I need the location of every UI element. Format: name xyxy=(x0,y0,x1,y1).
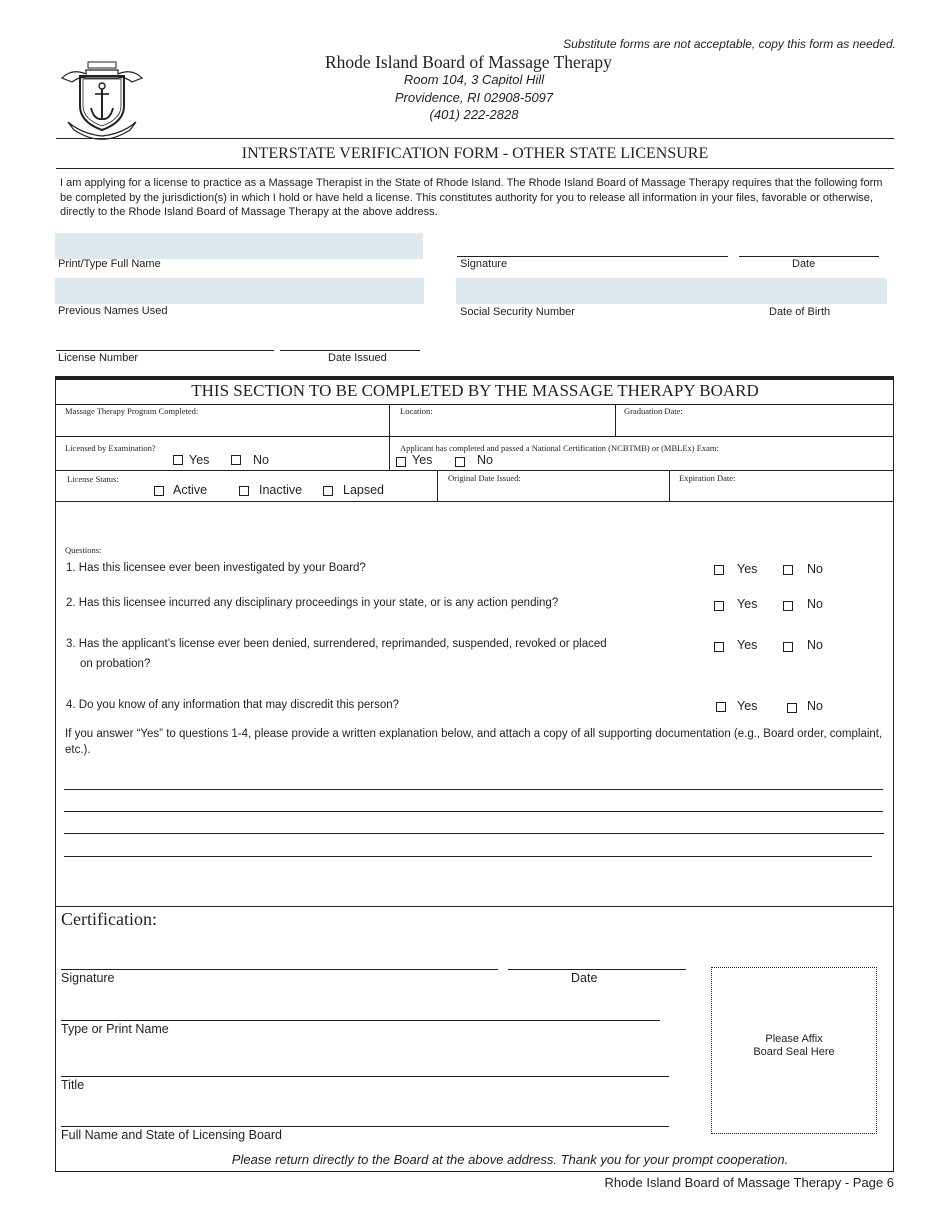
row1-div-2 xyxy=(615,404,616,436)
frame-bottom xyxy=(55,1171,894,1172)
page-footer: Rhode Island Board of Massage Therapy - Page 6 xyxy=(604,1175,894,1190)
intro-paragraph: I am applying for a license to practice as a Massage Therapist in the State of Rhode Island. The Rhode Island Board of Massage Therapy requires that the following form be completed by the jurisdiction(s) in which I hold or have held a license. This constitutes authority for you to release all information in your files, favorable or otherwise, directly to the Rhode Island Board of Massage Therapy at the above address. xyxy=(60,177,883,218)
applicant-date-line[interactable] xyxy=(739,256,879,257)
title-rule xyxy=(56,168,894,169)
frame-left xyxy=(55,376,56,1172)
original-date-label: Original Date Issued: xyxy=(448,473,521,483)
national-cert-label: Applicant has completed and passed a National Certification (NCBTMB) or (MBLEx) Exam: xyxy=(400,443,719,453)
national-no-label: No xyxy=(477,453,493,467)
q3-yes-label: Yes xyxy=(737,638,758,652)
print-name-line[interactable] xyxy=(61,1020,660,1021)
form-title: INTERSTATE VERIFICATION FORM - OTHER STATE LICENSURE xyxy=(241,145,709,162)
by-exam-no-checkbox[interactable] xyxy=(231,455,241,465)
question-3-cont: on probation? xyxy=(80,658,151,670)
license-status-label: License Status: xyxy=(67,474,119,484)
q2-yes-checkbox[interactable] xyxy=(714,601,724,611)
by-exam-label: Licensed by Examination? xyxy=(65,443,156,453)
national-yes-label: Yes xyxy=(412,453,433,467)
q3-no-label: No xyxy=(807,638,823,652)
previous-names-field[interactable] xyxy=(55,278,424,304)
q4-yes-checkbox[interactable] xyxy=(716,702,726,712)
license-number-label: License Number xyxy=(58,352,139,364)
row-rule-2 xyxy=(55,436,894,437)
question-1: 1. Has this licensee ever been investigated by your Board? xyxy=(66,562,366,574)
program-label: Massage Therapy Program Completed: xyxy=(65,406,199,416)
dob-label: Date of Birth xyxy=(769,306,831,318)
q1-no-checkbox[interactable] xyxy=(783,565,793,575)
board-section-top-bar xyxy=(55,376,894,380)
cert-date-label: Date xyxy=(571,971,598,985)
explanation-line-1[interactable] xyxy=(64,789,883,790)
date-issued-line[interactable] xyxy=(280,350,420,351)
cert-date-line[interactable] xyxy=(508,969,686,970)
certification-rule xyxy=(55,906,894,907)
previous-names-label: Previous Names Used xyxy=(58,305,168,317)
certification-title: Certification: xyxy=(61,909,157,929)
board-address-line2: Providence, RI 02908-5097 xyxy=(394,90,554,105)
header-rule xyxy=(56,138,894,139)
state-seal-anchor-icon xyxy=(58,56,146,140)
full-name-field[interactable] xyxy=(55,233,423,259)
status-active-checkbox[interactable] xyxy=(154,486,164,496)
print-name-label: Type or Print Name xyxy=(61,1022,169,1036)
copy-note: Substitute forms are not acceptable, copy this form as needed. xyxy=(563,37,896,51)
board-phone: (401) 222-2828 xyxy=(429,107,519,122)
question-4: 4. Do you know of any information that may discredit this person? xyxy=(66,699,400,711)
explanation-line-4[interactable] xyxy=(64,856,872,857)
status-lapsed-label: Lapsed xyxy=(343,483,385,497)
q4-no-checkbox[interactable] xyxy=(787,703,797,713)
q4-no-label: No xyxy=(807,699,823,713)
explanation-line-2[interactable] xyxy=(64,811,883,812)
ssn-label: Social Security Number xyxy=(460,306,575,318)
applicant-date-label: Date xyxy=(792,258,816,270)
cert-signature-line[interactable] xyxy=(61,969,498,970)
status-inactive-label: Inactive xyxy=(259,483,303,497)
explanation-line-3[interactable] xyxy=(64,833,884,834)
question-2: 2. Has this licensee incurred any disciplinary proceedings in your state, or is any action pending? xyxy=(66,597,559,609)
row-rule-4 xyxy=(55,501,894,502)
return-note: Please return directly to the Board at the above address. Thank you for your prompt cooperation. xyxy=(231,1152,789,1167)
status-active-label: Active xyxy=(173,483,208,497)
board-section-title: THIS SECTION TO BE COMPLETED BY THE MASSAGE THERAPY BOARD xyxy=(191,381,759,400)
national-no-checkbox[interactable] xyxy=(455,457,465,467)
title-line[interactable] xyxy=(61,1076,669,1077)
seal-instruction-line2: Board Seal Here xyxy=(753,1046,835,1058)
status-inactive-checkbox[interactable] xyxy=(239,486,249,496)
seal-instruction-line1: Please Affix xyxy=(765,1033,823,1045)
row3-div-2 xyxy=(669,470,670,501)
row-rule-1 xyxy=(55,404,894,405)
ssn-dob-field[interactable] xyxy=(456,278,887,304)
board-name-line[interactable] xyxy=(61,1126,669,1127)
explanation-instructions: If you answer “Yes” to questions 1-4, please provide a written explanation below, and attach a copy of all supporting documentation (e.g., Board order, complaint, etc.). xyxy=(65,728,883,756)
board-name-label: Full Name and State of Licensing Board xyxy=(61,1128,282,1142)
q4-yes-label: Yes xyxy=(737,699,758,713)
graduation-label: Graduation Date: xyxy=(624,406,683,416)
q2-no-checkbox[interactable] xyxy=(783,601,793,611)
full-name-label: Print/Type Full Name xyxy=(58,258,161,270)
row1-div-1 xyxy=(389,404,390,436)
date-issued-label: Date Issued xyxy=(328,352,387,364)
applicant-signature-line[interactable] xyxy=(457,256,728,257)
national-yes-checkbox[interactable] xyxy=(396,457,406,467)
applicant-signature-label: Signature xyxy=(460,258,508,270)
title-field-label: Title xyxy=(61,1078,85,1092)
cert-signature-label: Signature xyxy=(61,971,115,985)
q1-no-label: No xyxy=(807,562,823,576)
license-number-line[interactable] xyxy=(56,350,274,351)
q2-no-label: No xyxy=(807,597,823,611)
board-name: Rhode Island Board of Massage Therapy xyxy=(325,52,612,72)
board-address-line1: Room 104, 3 Capitol Hill xyxy=(403,72,545,87)
q3-no-checkbox[interactable] xyxy=(783,642,793,652)
by-exam-yes-label: Yes xyxy=(189,453,210,467)
q2-yes-label: Yes xyxy=(737,597,758,611)
status-lapsed-checkbox[interactable] xyxy=(323,486,333,496)
frame-right xyxy=(893,376,894,1172)
row3-div-1 xyxy=(437,470,438,501)
by-exam-yes-checkbox[interactable] xyxy=(173,455,183,465)
q1-yes-label: Yes xyxy=(737,562,758,576)
q1-yes-checkbox[interactable] xyxy=(714,565,724,575)
row2-div xyxy=(389,436,390,470)
question-3: 3. Has the applicant’s license ever been denied, surrendered, reprimanded, suspended, revoked or placed xyxy=(66,638,607,650)
questions-heading: Questions: xyxy=(65,545,102,555)
by-exam-no-label: No xyxy=(253,453,269,467)
row-rule-3 xyxy=(55,470,894,471)
expiration-label: Expiration Date: xyxy=(679,473,736,483)
location-label: Location: xyxy=(400,406,433,416)
q3-yes-checkbox[interactable] xyxy=(714,642,724,652)
